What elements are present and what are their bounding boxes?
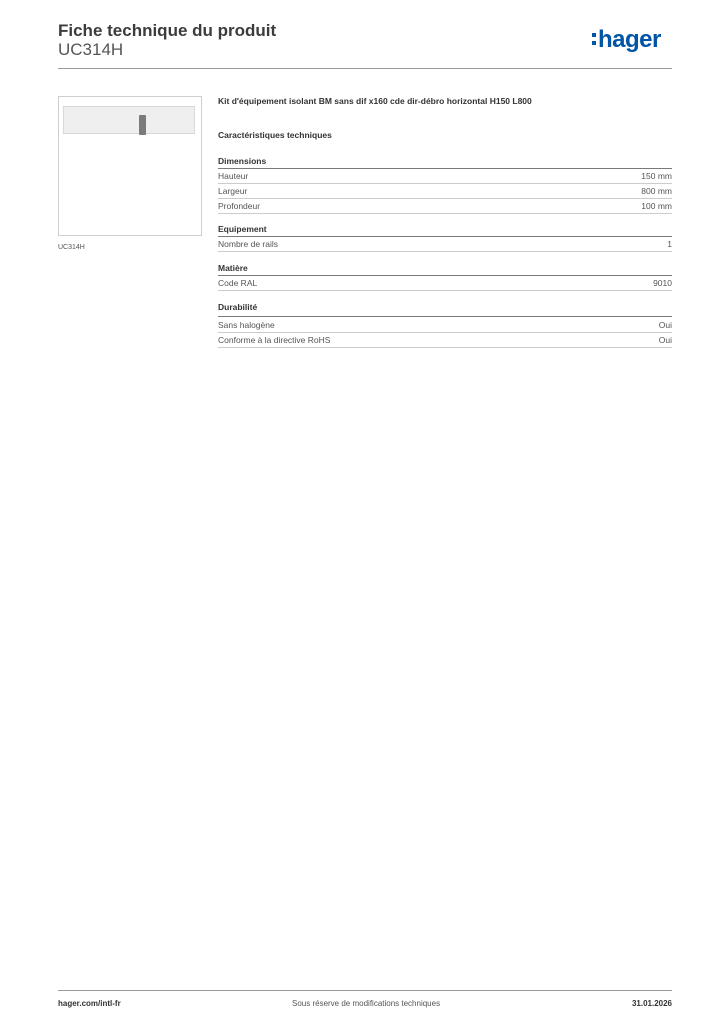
spec-row	[218, 184, 672, 199]
hager-logo[interactable]	[592, 28, 661, 52]
spec-label: Nombre de rails	[218, 239, 278, 249]
spec-value: Oui	[658, 320, 672, 330]
product-title: Kit d'équipement isolant BM sans dif x160 cde dir-débro horizontal H150 L800	[218, 96, 532, 106]
insulating-panel-graphic	[63, 106, 195, 134]
section-title-equipement: Equipement	[218, 224, 267, 234]
spec-label: Conforme à la directive RoHS	[218, 335, 331, 345]
footer-website-link[interactable]: hager.com/intl-fr	[58, 999, 121, 1008]
product-image	[58, 96, 202, 236]
spec-label: Code RAL	[218, 278, 258, 288]
spec-row	[218, 199, 672, 214]
spec-label: Sans halogène	[218, 320, 275, 330]
section-title-matiere: Matière	[218, 263, 248, 273]
section-title-dimensions: Dimensions	[218, 156, 267, 166]
footer-divider	[58, 990, 672, 991]
spec-label: Profondeur	[218, 201, 261, 211]
spec-row	[218, 333, 672, 348]
spec-row	[218, 237, 672, 252]
product-code: UC314H	[58, 40, 124, 59]
spec-row	[218, 276, 672, 291]
spec-value: 9010	[653, 278, 672, 288]
spec-label: Hauteur	[218, 171, 249, 181]
spec-value: 100 mm	[641, 201, 672, 211]
document-title: Fiche technique du produit	[58, 21, 277, 40]
spec-value: 1	[667, 239, 672, 249]
spec-value: 150 mm	[641, 171, 672, 181]
footer-disclaimer: Sous réserve de modifications techniques	[292, 999, 441, 1008]
logo-dots-icon	[592, 33, 597, 49]
panel-slot-graphic	[139, 115, 146, 135]
footer-date: 31.01.2026	[631, 999, 672, 1008]
section-title-durabilite: Durabilité	[218, 302, 258, 312]
spec-value: 800 mm	[641, 186, 672, 196]
logo-text: hager	[598, 26, 661, 53]
characteristics-heading: Caractéristiques techniques	[218, 130, 332, 140]
header-divider	[58, 68, 672, 69]
section-divider	[218, 316, 672, 317]
spec-value: Oui	[658, 335, 672, 345]
spec-label: Largeur	[218, 186, 248, 196]
spec-row	[218, 169, 672, 184]
product-image-caption: UC314H	[58, 244, 85, 251]
spec-row	[218, 318, 672, 333]
